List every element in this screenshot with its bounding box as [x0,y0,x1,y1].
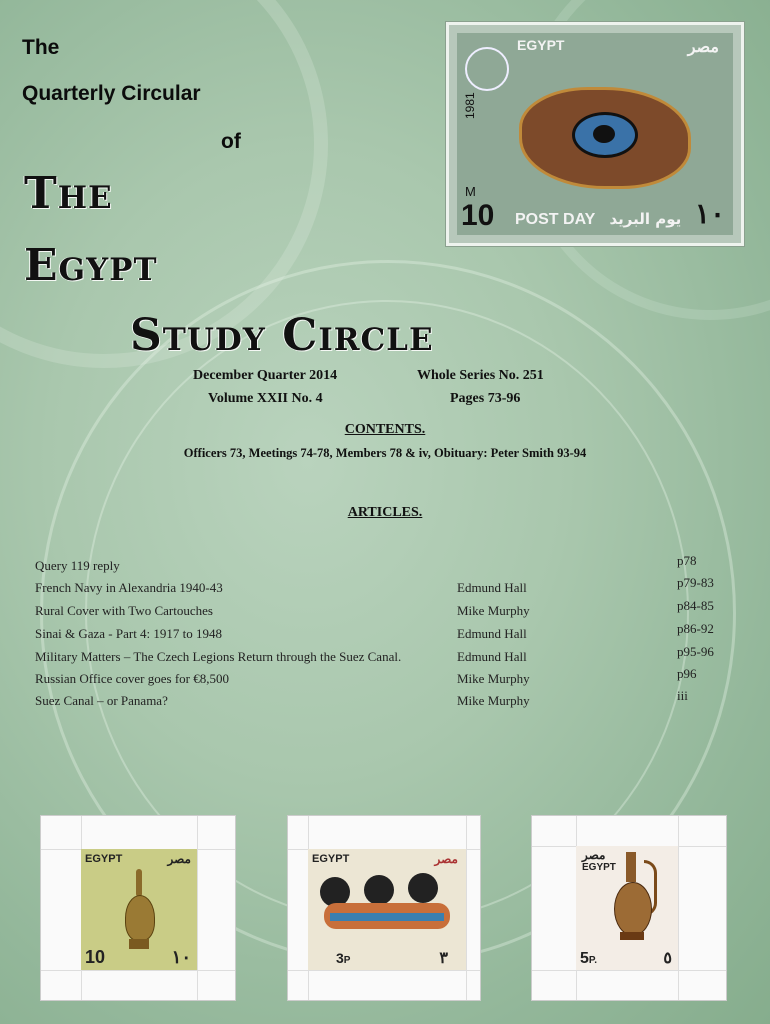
stamp-frame-2 [287,815,481,1001]
header-quarterly-circular: Quarterly Circular [22,82,201,105]
article-author: Mike Murphy [457,603,530,618]
stamp-country: EGYPT [85,853,123,865]
article-row [0,688,770,715]
vase-icon [121,869,157,951]
article-author: Edmund Hall [457,626,527,641]
stamp-arabic-value: ١٠ [694,199,725,230]
header-of: of [221,130,241,153]
article-title: Russian Office cover goes for €8,500 [35,671,229,686]
stamp-caption-en: POST DAY [515,211,596,228]
stamp-unit: P. [588,955,598,966]
stamp-caption-ar: يوم البريد [609,210,682,228]
article-page: p86-92 [677,621,714,636]
articles-heading: ARTICLES. [347,505,423,520]
stamp-arabic-country: مصر [167,852,191,866]
musicians-stamp [308,849,466,970]
article-page: p79-83 [677,575,714,590]
stamp-arabic-value: ١٠ [171,947,191,967]
article-page: iii [677,688,688,703]
article-author: Mike Murphy [457,671,530,686]
stamp-country: EGYPT [312,853,350,865]
stamp-arabic-value: ٥ [663,950,672,967]
article-title: Sinai & Gaza - Part 4: 1917 to 1948 [35,626,223,641]
article-title: French Navy in Alexandria 1940-43 [35,580,223,595]
title-study-circle: Study Circle [130,310,434,361]
article-title: Suez Canal – or Panama? [35,693,168,708]
jug-icon [614,852,658,944]
title-the: The [24,168,113,219]
article-row [0,621,770,648]
article-author: Edmund Hall [457,649,527,664]
article-row [0,666,770,693]
stamp-arabic-country: مصر [687,39,719,56]
issue-volume: Volume XXII No. 4 [208,391,323,406]
article-title: Rural Cover with Two Cartouches [35,603,213,618]
eye-of-horus-icon [519,87,691,189]
issue-pages: Pages 73-96 [450,391,521,406]
article-title: Query 119 reply [35,558,120,573]
post-day-stamp [446,22,744,246]
seal-icon [465,47,509,91]
musicians-icon [320,873,454,939]
article-row [0,598,770,625]
stamp-unit: P [343,955,351,966]
stamp-year: 1981 [463,92,477,119]
article-row [0,575,770,602]
contents-heading: CONTENTS. [344,422,426,437]
issue-quarter: December Quarter 2014 [193,368,338,383]
header-the: The [22,36,60,59]
jug-stamp [576,846,678,970]
contents-text: Officers 73, Meetings 74-78, Members 78 & iv, Obituary: Peter Smith 93-94 [183,446,587,460]
stamp-arabic-country: مصر [582,848,606,862]
stamp-value: 10 [85,947,106,967]
stamp-country: EGYPT [582,862,616,873]
stamp-frame-1 [40,815,236,1001]
article-page: p78 [677,553,697,568]
issue-series: Whole Series No. 251 [417,368,544,383]
stamp-arabic-country: مصر [434,852,458,866]
stamp-arabic-value: ٣ [439,950,448,967]
stamp-value-group [336,950,350,966]
stamp-unit: M [465,184,476,199]
stamp-value-group [580,950,597,968]
stamp-caption [515,210,681,229]
article-row [0,553,770,580]
stamp-value: 5 [580,950,589,967]
article-title: Military Matters – The Czech Legions Return through the Suez Canal. [35,649,402,664]
article-author: Mike Murphy [457,693,530,708]
stamp-frame-3 [531,815,727,1001]
vase-stamp [81,849,197,970]
title-egypt: Egypt [24,240,158,291]
article-author: Edmund Hall [457,580,527,595]
article-page: p95-96 [677,644,714,659]
stamp-value: 10 [461,199,495,232]
article-row [0,644,770,671]
article-page: p96 [677,666,697,681]
stamp-country: EGYPT [517,37,565,53]
stamp-value: 3 [336,950,344,966]
article-page: p84-85 [677,598,714,613]
